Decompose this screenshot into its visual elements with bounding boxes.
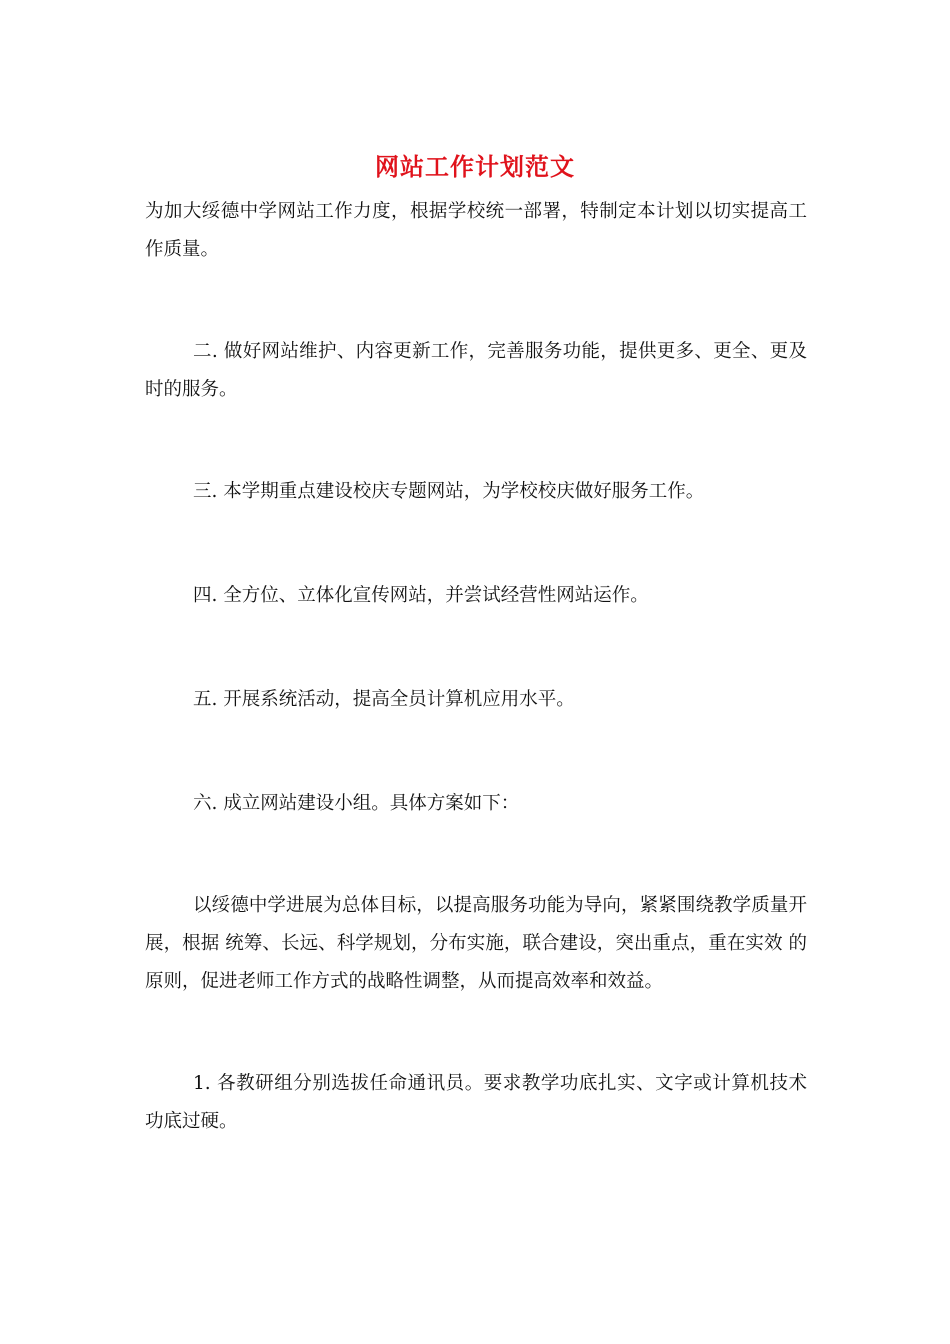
paragraph-item-2: 二. 做好网站维护、内容更新工作，完善服务功能，提供更多、更全、更及时的服务。 bbox=[145, 341, 807, 400]
document-title: 网站工作计划范文 bbox=[375, 152, 575, 181]
paragraph-overall-goal: 以绥德中学进展为总体目标，以提高服务功能为导向，紧紧围绕教学质量开展，根据 统筹、长远、科学规划，分布实施，联合建设，突出重点，重在实效 的原则，促进老师工作方式的战略性调整，从而提高效率和效益。 bbox=[145, 895, 807, 992]
paragraph-item-6: 六. 成立网站建设小组。具体方案如下： bbox=[193, 793, 520, 814]
paragraph-item-4: 四. 全方位、立体化宣传网站，并尝试经营性网站运作。 bbox=[193, 585, 649, 606]
paragraph-intro: 为加大绥德中学网站工作力度，根据学校统一部署，特制定本计划以切实提高工作质量。 bbox=[145, 201, 807, 260]
paragraph-item-5: 五. 开展系统活动，提高全员计算机应用水平。 bbox=[193, 689, 575, 710]
paragraph-subitem-1: 1. 各教研组分别选拔任命通讯员。要求教学功底扎实、文字或计算机技术功底过硬。 bbox=[145, 1073, 807, 1132]
paragraph-item-3: 三. 本学期重点建设校庆专题网站，为学校校庆做好服务工作。 bbox=[193, 481, 705, 502]
